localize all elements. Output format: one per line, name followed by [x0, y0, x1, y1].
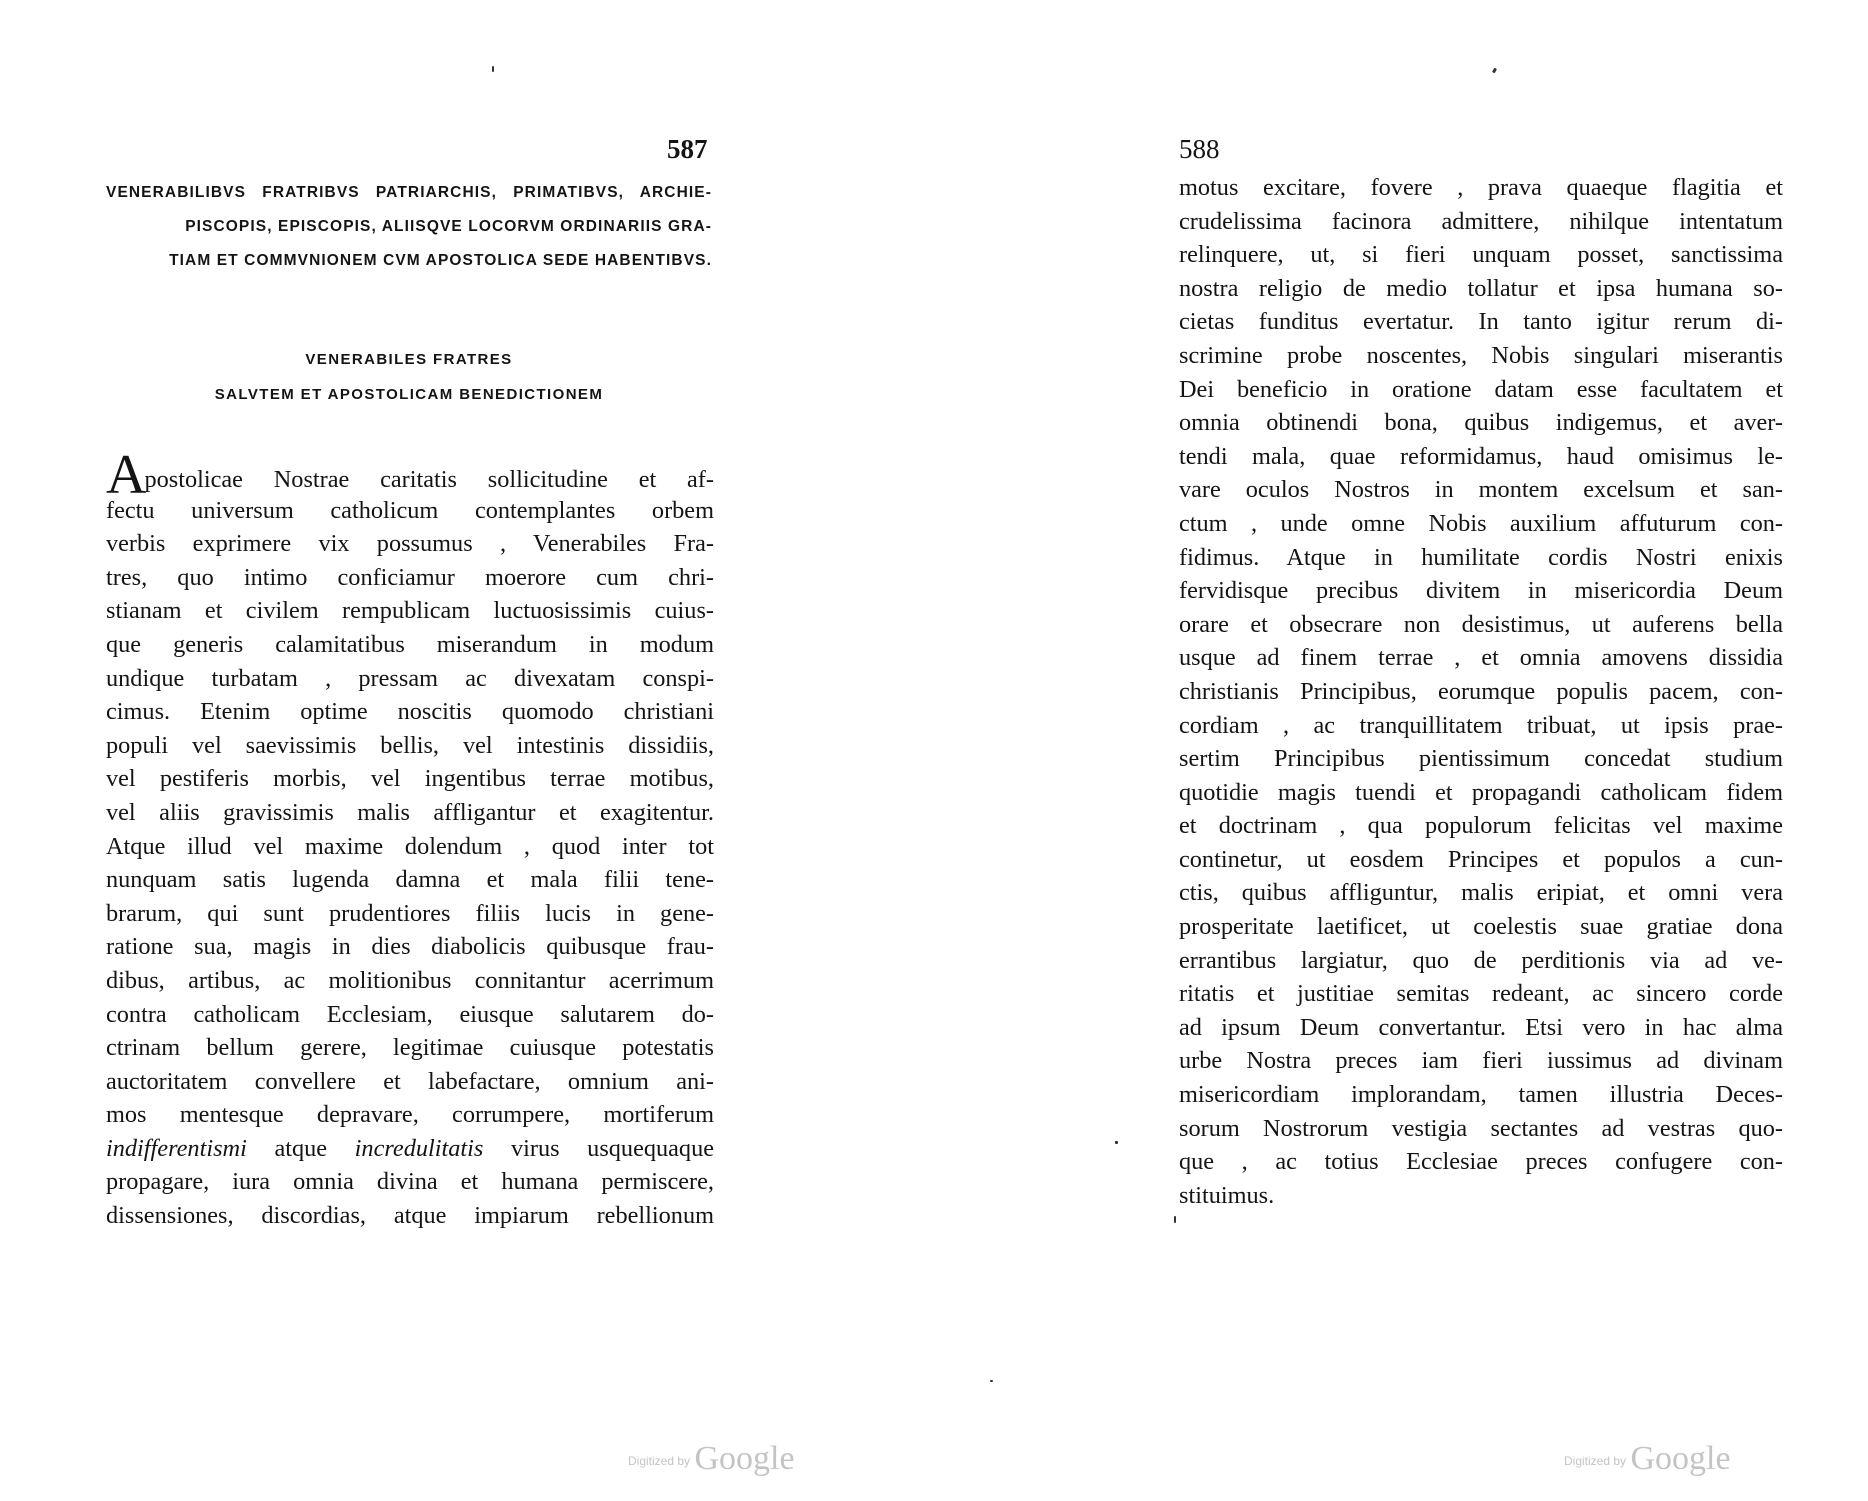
text-line: Dei beneficio in oratione datam esse facultatem et	[1179, 375, 1783, 403]
text-line: vare oculos Nostros in montem excelsum et san-	[1179, 476, 1783, 504]
text-line: urbe Nostra preces iam fieri iussimus ad divinam	[1179, 1047, 1783, 1075]
text-line-italic	[106, 1132, 714, 1166]
text-line: cietas funditus evertatur. In tanto igitur rerum di-	[1179, 308, 1783, 336]
text-line-last: stituimus.	[1179, 1181, 1275, 1209]
watermark-google-logo: Google	[694, 1440, 795, 1477]
plain-word: atque	[274, 1134, 328, 1162]
text-line: errantibus largiatur, quo de perditionis via ad ve-	[1179, 946, 1783, 974]
text-line: mos mentesque depravare, corrumpere, mortiferum	[106, 1101, 714, 1129]
text-line	[106, 444, 714, 506]
text-line: nostra religio de medio tollatur et ipsa humana so-	[1179, 274, 1783, 302]
text-line: continetur, ut eosdem Principes et populos a cun-	[1179, 845, 1783, 873]
text-line: cimus. Etenim optime noscitis quomodo christiani	[106, 698, 714, 726]
text-line: que , ac totius Ecclesiae preces confugere con-	[1179, 1148, 1783, 1176]
text-line: fidimus. Atque in humilitate cordis Nostri enixis	[1179, 543, 1783, 571]
text-line: quotidie magis tuendi et propagandi catholicam fidem	[1179, 778, 1783, 806]
text-line: misericordiam implorandam, tamen illustria Deces-	[1179, 1081, 1783, 1109]
text-line: Atque illud vel maxime dolendum , quod inter tot	[106, 832, 714, 860]
text-line: ctis, quibus affliguntur, malis eripiat, et omni vera	[1179, 879, 1783, 907]
scan-speck	[1492, 68, 1497, 74]
scan-speck	[1115, 1141, 1118, 1144]
scan-speck	[1174, 1216, 1176, 1223]
text-line: motus excitare, fovere , prava quaeque flagitia et	[1179, 174, 1783, 201]
text-line: tendi mala, quae reformidamus, haud omisimus le-	[1179, 442, 1783, 470]
text-line: ctum , unde omne Nobis auxilium affuturum con-	[1179, 509, 1783, 537]
watermark-google-logo: Google	[1630, 1440, 1731, 1477]
text-line: vel pestiferis morbis, vel ingentibus terrae motibus,	[106, 765, 714, 793]
heading-line-3: TIAM ET COMMVNIONEM CVM APOSTOLICA SEDE HABENTIBVS.	[169, 252, 712, 269]
text-line: fectu universum catholicum contemplantes orbem	[106, 496, 714, 524]
text-line: contra catholicam Ecclesiam, eiusque salutarem do-	[106, 1000, 714, 1028]
heading-line-2: PISCOPIS, EPISCOPIS, ALIISQVE LOCORVM ORDINARIIS GRA-	[185, 218, 712, 235]
salutation-line-1: VENERABILES FRATRES	[305, 351, 513, 368]
first-line-text: postolicae Nostrae caritatis sollicitudine et af-	[144, 466, 714, 493]
address-heading	[106, 176, 712, 278]
text-line: ritatis et justitiae semitas redeant, ac sincero corde	[1179, 980, 1783, 1008]
text-line: que generis calamitatibus miserandum in modum	[106, 630, 714, 658]
salutation	[106, 342, 712, 412]
text-line: scrimine probe noscentes, Nobis singulari miserantis	[1179, 341, 1783, 369]
text-line: omnia obtinendi bona, quibus indigemus, et aver-	[1179, 409, 1783, 437]
text-line: christianis Principibus, eorumque populis pacem, con-	[1179, 677, 1783, 705]
text-line: crudelissima facinora admittere, nihilque intentatum	[1179, 207, 1783, 235]
salutation-line-2: SALVTEM ET APOSTOLICAM BENEDICTIONEM	[214, 386, 604, 403]
text-line: dissensiones, discordias, atque impiarum rebellionum	[106, 1202, 714, 1230]
text-line: orare et obsecrare non desistimus, ut auferens bella	[1179, 610, 1783, 638]
text-line: cordiam , ac tranquillitatem tribuat, ut ipsis prae-	[1179, 711, 1783, 739]
watermark-small-text: Digitized by	[1564, 1454, 1627, 1468]
page-number-right: 588	[1179, 134, 1220, 164]
text-line: populi vel saevissimis bellis, vel intestinis dissidiis,	[106, 731, 714, 759]
text-line: stianam et civilem rempublicam luctuosissimis cuius-	[106, 597, 714, 625]
text-line: undique turbatam , pressam ac divexatam conspi-	[106, 664, 714, 692]
right-page	[934, 0, 1868, 1501]
text-line: et doctrinam , qua populorum felicitas vel maxime	[1179, 812, 1783, 840]
scan-speck	[492, 66, 494, 72]
heading-line-1: VENERABILIBVS FRATRIBVS PATRIARCHIS, PRIMATIBVS, ARCHIE-	[106, 184, 712, 201]
italic-word: indifferentismi	[106, 1134, 247, 1162]
google-watermark-left	[628, 1440, 795, 1478]
text-line: sorum Nostrorum vestigia sectantes ad vestras quo-	[1179, 1114, 1783, 1142]
text-line: verbis exprimere vix possumus , Venerabiles Fra-	[106, 530, 714, 558]
text-line: relinquere, ut, si fieri unquam posset, sanctissima	[1179, 241, 1783, 269]
text-line: usque ad finem terrae , et omnia amovens dissidia	[1179, 644, 1783, 672]
plain-words: virus usquequaque	[510, 1134, 715, 1162]
text-line: sertim Principibus pientissimum concedat studium	[1179, 745, 1783, 773]
text-line: auctoritatem convellere et labefactare, omnium ani-	[106, 1067, 714, 1095]
watermark-small-text: Digitized by	[628, 1454, 691, 1468]
google-watermark-right	[1564, 1440, 1731, 1478]
text-line: vel aliis gravissimis malis affligantur et exagitentur.	[106, 798, 714, 826]
italic-word: incredulitatis	[354, 1134, 484, 1162]
text-line: nunquam satis lugenda damna et mala filii tene-	[106, 866, 714, 894]
text-line: prosperitate laetificet, ut coelestis suae gratiae dona	[1179, 913, 1783, 941]
text-line: ad ipsum Deum convertantur. Etsi vero in hac alma	[1179, 1013, 1783, 1041]
page-number-left: 587	[667, 134, 708, 164]
text-line: dibus, artibus, ac molitionibus connitantur acerrimum	[106, 966, 714, 994]
text-line: tres, quo intimo conficiamur moerore cum chri-	[106, 563, 714, 591]
text-line: ratione sua, magis in dies diabolicis quibusque frau-	[106, 933, 714, 961]
text-line: brarum, qui sunt prudentiores filiis lucis in gene-	[106, 899, 714, 927]
text-line: ctrinam bellum gerere, legitimae cuiusque potestatis	[106, 1034, 714, 1062]
drop-cap: A	[106, 444, 147, 506]
body-text-right	[1179, 171, 1783, 1212]
text-line: propagare, iura omnia divina et humana permiscere,	[106, 1168, 714, 1196]
text-line: fervidisque precibus divitem in misericordia Deum	[1179, 577, 1783, 605]
body-text-left	[106, 444, 715, 1233]
